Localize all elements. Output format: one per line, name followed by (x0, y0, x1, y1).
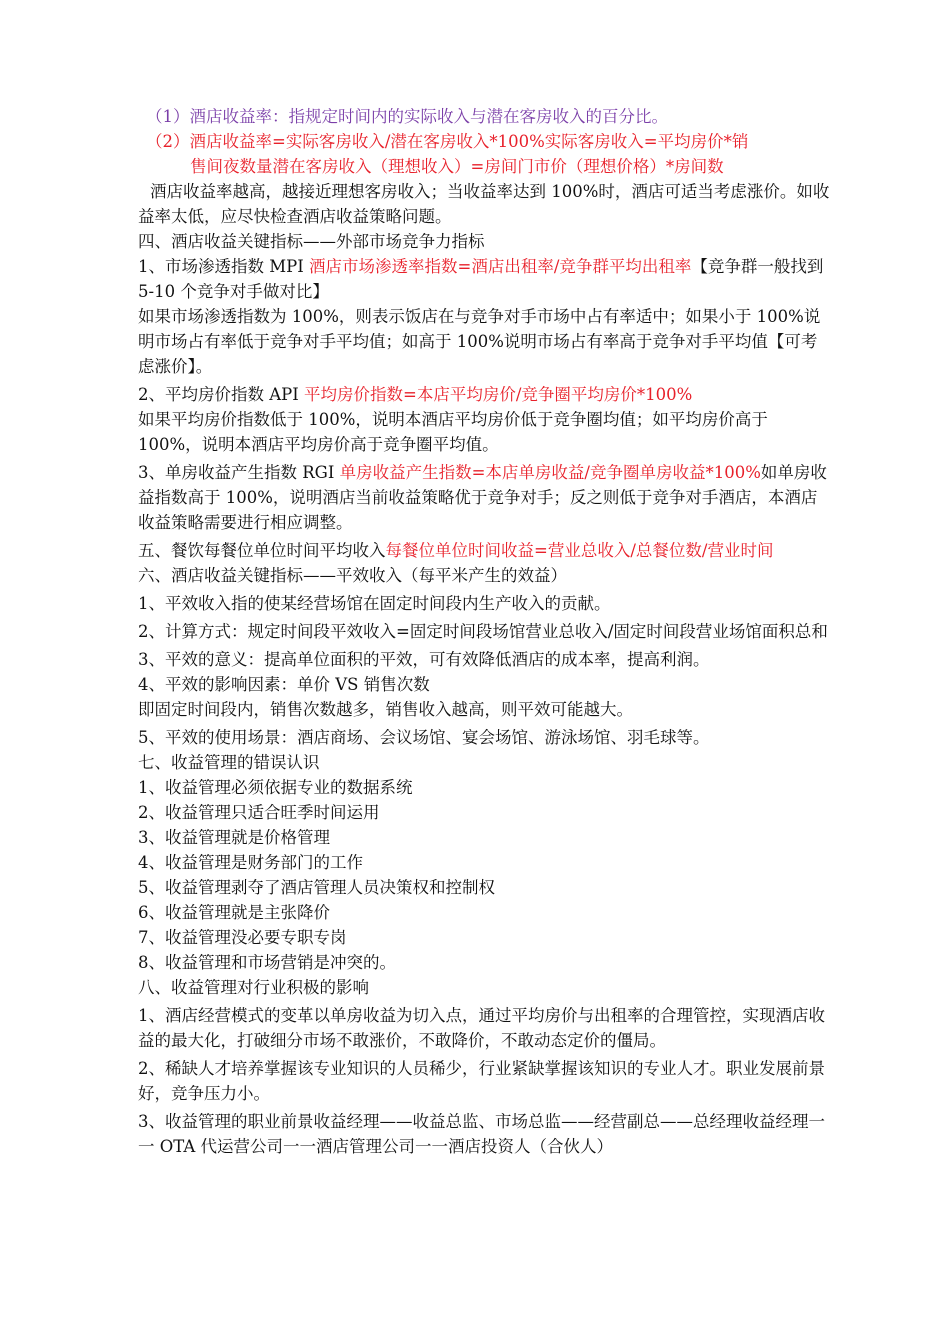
formula-line-continued: 售间夜数量潜在客房收入（理想收入）=房间门市价（理想价格）*房间数 (190, 157, 724, 176)
section-heading-4: 四、酒店收益关键指标——外部市场竞争力指标 (138, 232, 485, 251)
definition-line: （1）酒店收益率：指规定时间内的实际收入与潜在客房收入的百分比。 (146, 107, 668, 126)
list-item: 8、收益管理和市场营销是冲突的。 (138, 953, 396, 972)
section-heading-5 (138, 538, 830, 563)
mpi-item (138, 254, 830, 304)
list-item: 3、收益管理就是价格管理 (138, 828, 330, 847)
heading-5-formula: 每餐位单位时间收益=营业总收入/总餐位数/营业时间 (385, 541, 774, 560)
section-heading-6: 六、酒店收益关键指标——平效收入（每平米产生的效益） (138, 566, 567, 585)
list-item: 6、收益管理就是主张降价 (138, 903, 330, 922)
list-item: 3、平效的意义：提高单位面积的平效，可有效降低酒店的成本率，提高利润。 (138, 650, 710, 669)
mpi-note: 【竞争群一般找到 5-10 个竞争对手做对比】 (138, 257, 824, 301)
list-item: 2、收益管理只适合旺季时间运用 (138, 803, 380, 822)
api-formula: 平均房价指数=本店平均房价/竞争圈平均房价*100% (304, 385, 693, 404)
mpi-formula: 酒店市场渗透率指数=酒店出租率/竞争群平均出租率 (309, 257, 692, 276)
list-item: 2、稀缺人才培养掌握该专业知识的人员稀少，行业紧缺掌握该知识的专业人才。职业发展前景好，竞争压力小。 (138, 1059, 825, 1103)
list-item: 5、平效的使用场景：酒店商场、会议场馆、宴会场馆、游泳场馆、羽毛球等。 (138, 728, 710, 747)
api-label: 2、平均房价指数 API (138, 385, 305, 404)
rgi-explanation: 如单房收益指数高于 100%，说明酒店当前收益策略优于竞争对手；反之则低于竞争对手酒店，本酒店收益策略需要进行相应调整。 (138, 463, 827, 532)
mpi-explanation: 如果市场渗透指数为 100%，则表示饭店在与竞争对手市场中占有率适中；如果小于 100%说明市场占有率低于竞争对手平均值；如高于 100%说明市场占有率高于竞争对手平均值【可考虑涨价】。 (138, 307, 821, 376)
rgi-label: 3、单房收益产生指数 RGI (138, 463, 340, 482)
section-heading-7: 七、收益管理的错误认识 (138, 753, 320, 772)
paragraph: 即固定时间段内，销售次数越多，销售收入越高，则平效可能越大。 (138, 700, 633, 719)
section-heading-8: 八、收益管理对行业积极的影响 (138, 978, 369, 997)
rgi-formula: 单房收益产生指数=本店单房收益/竞争圈单房收益*100% (339, 463, 761, 482)
list-item: 3、收益管理的职业前景收益经理——收益总监、市场总监——经营副总——总经理收益经理一一 OTA 代运营公司一一酒店管理公司一一酒店投资人（合伙人） (138, 1112, 825, 1156)
list-item: 1、酒店经营模式的变革以单房收益为切入点，通过平均房价与出租率的合理管控，实现酒店收益的最大化，打破细分市场不敢涨价，不敢降价，不敢动态定价的僵局。 (138, 1006, 825, 1050)
rgi-item (138, 460, 830, 535)
mpi-label: 1、市场渗透指数 MPI (138, 257, 310, 276)
list-item: 2、计算方式：规定时间段平效收入=固定时间段场馆营业总收入/固定时间段营业场馆面积总和 (138, 622, 828, 641)
paragraph: 酒店收益率越高，越接近理想客房收入；当收益率达到 100%时，酒店可适当考虑涨价。如收益率太低，应尽快检查酒店收益策略问题。 (138, 182, 830, 226)
document-page (138, 104, 830, 1159)
list-item: 4、收益管理是财务部门的工作 (138, 853, 363, 872)
list-item: 7、收益管理没必要专职专岗 (138, 928, 347, 947)
formula-line: （2）酒店收益率=实际客房收入/潜在客房收入*100%实际客房收入=平均房价*销 (146, 132, 749, 151)
list-item: 4、平效的影响因素：单价 VS 销售次数 (138, 675, 430, 694)
api-explanation: 如果平均房价指数低于 100%，说明本酒店平均房价低于竞争圈均值；如平均房价高于 100%，说明本酒店平均房价高于竞争圈平均值。 (138, 410, 768, 454)
list-item: 5、收益管理剥夺了酒店管理人员决策权和控制权 (138, 878, 495, 897)
list-item: 1、平效收入指的使某经营场馆在固定时间段内生产收入的贡献。 (138, 594, 611, 613)
api-item (138, 382, 830, 407)
heading-5-label: 五、餐饮每餐位单位时间平均收入 (138, 541, 386, 560)
list-item: 1、收益管理必须依据专业的数据系统 (138, 778, 413, 797)
